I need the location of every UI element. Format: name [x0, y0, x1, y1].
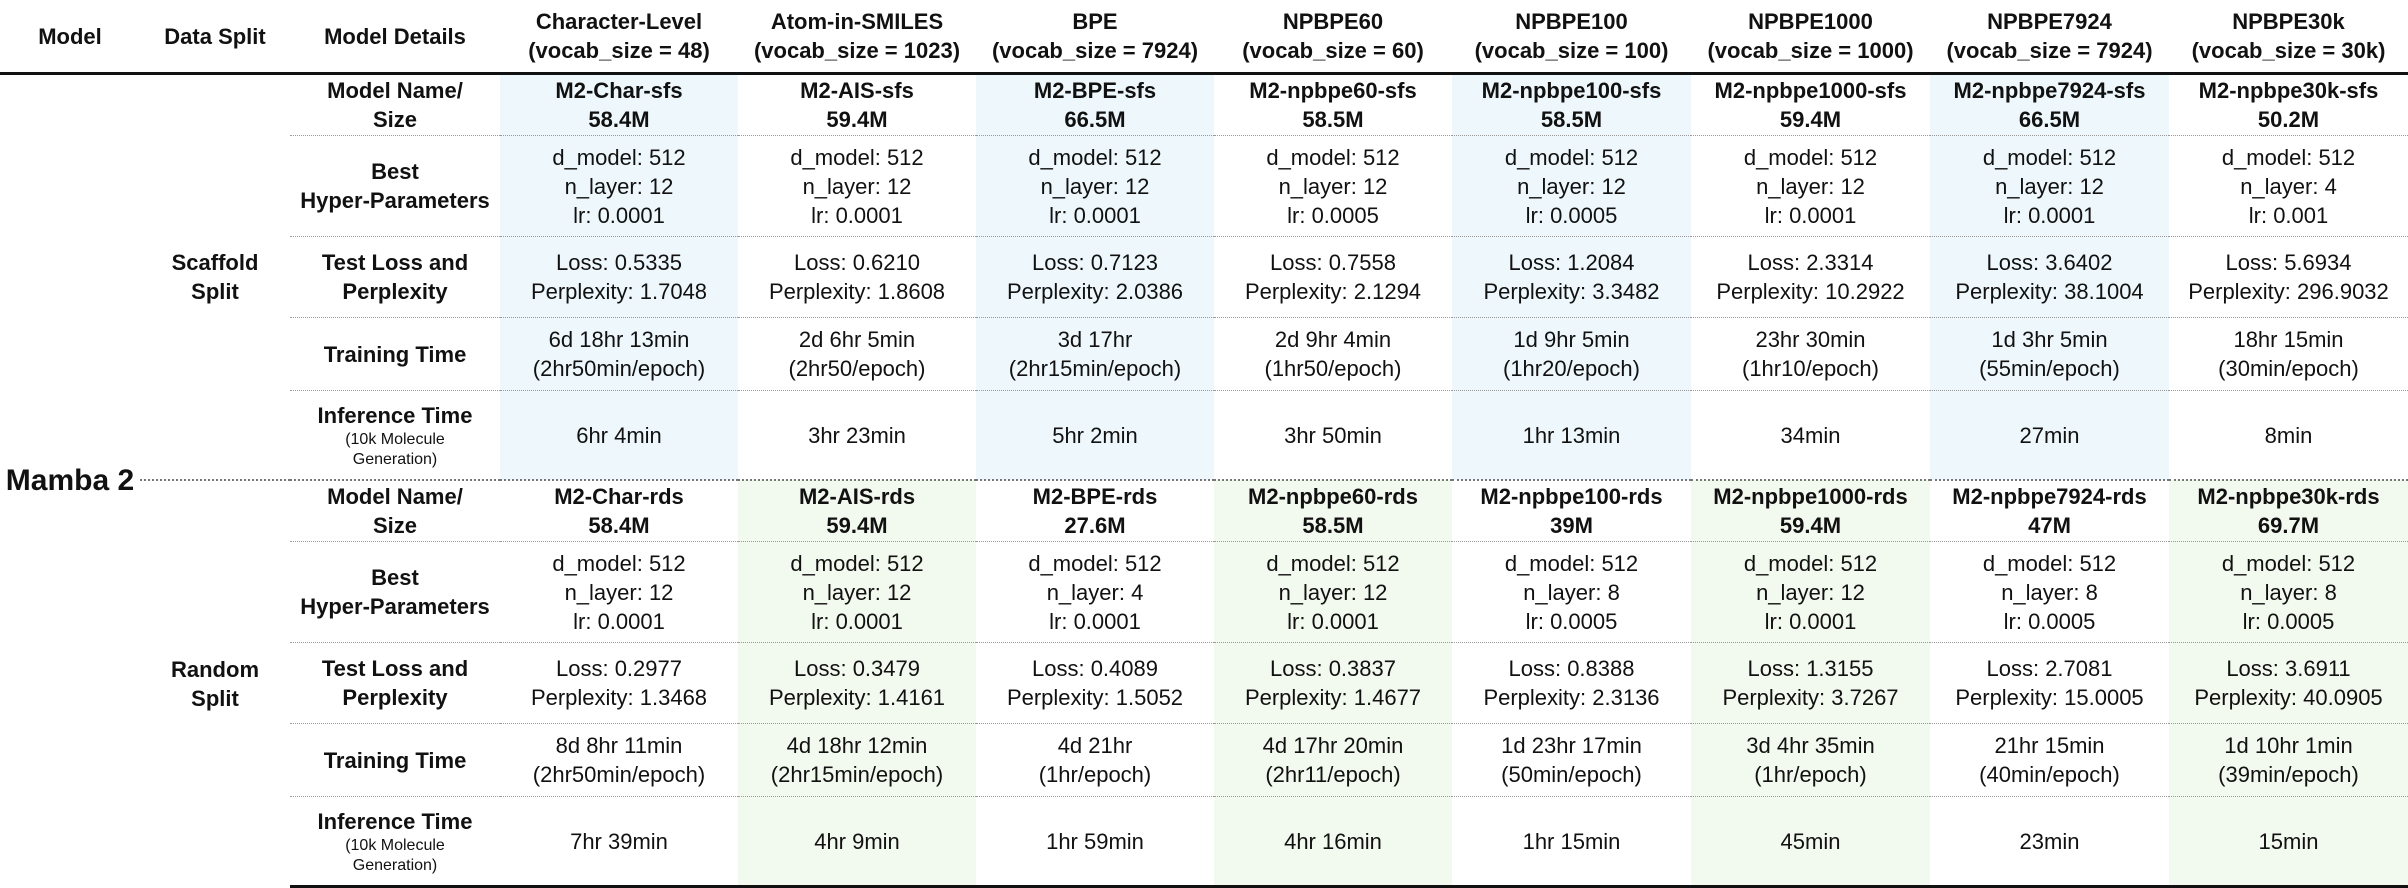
random-train-row: [0, 724, 2408, 797]
header-npbpe100: NPBPE100 (vocab_size = 100): [1452, 0, 1691, 74]
table-cell: d_model: 512 n_layer: 12 lr: 0.0001: [1214, 542, 1452, 643]
table-cell: Loss: 0.4089 Perplexity: 1.5052: [976, 643, 1214, 724]
table-cell: d_model: 512 n_layer: 12 lr: 0.0005: [1452, 136, 1691, 237]
header-npbpe7924: NPBPE7924 (vocab_size = 7924): [1930, 0, 2169, 74]
table-cell: M2-npbpe1000-rds 59.4M: [1691, 480, 1930, 542]
table-cell: 6hr 4min: [500, 391, 738, 481]
table-cell: 1hr 59min: [976, 797, 1214, 887]
table-cell: 18hr 15min (30min/epoch): [2169, 318, 2408, 391]
row-label-name-size: Model Name/ Size: [290, 480, 500, 542]
table-cell: Loss: 0.7558 Perplexity: 2.1294: [1214, 237, 1452, 318]
row-label-training-time: Training Time: [290, 724, 500, 797]
table-cell: 15min: [2169, 797, 2408, 887]
row-label-training-time: Training Time: [290, 318, 500, 391]
table-cell: Loss: 0.3479 Perplexity: 1.4161: [738, 643, 976, 724]
table-cell: d_model: 512 n_layer: 12 lr: 0.0001: [738, 542, 976, 643]
table-cell: M2-Char-rds 58.4M: [500, 480, 738, 542]
table-cell: 45min: [1691, 797, 1930, 887]
table-cell: M2-AIS-sfs 59.4M: [800, 78, 914, 132]
table-cell: 23hr 30min (1hr10/epoch): [1691, 318, 1930, 391]
row-label-inference-time: Inference Time (10k Molecule Generation): [290, 391, 500, 481]
table-cell: d_model: 512 n_layer: 12 lr: 0.0005: [1214, 136, 1452, 237]
header-char-level: Character-Level (vocab_size = 48): [500, 0, 738, 74]
table-cell: 4hr 16min: [1214, 797, 1452, 887]
table-cell: Loss: 0.7123 Perplexity: 2.0386: [976, 237, 1214, 318]
table-cell: d_model: 512 n_layer: 12 lr: 0.0001: [976, 136, 1214, 237]
row-label-loss: Test Loss and Perplexity: [290, 643, 500, 724]
table-cell: 27min: [1930, 391, 2169, 481]
table-cell: 2d 9hr 4min (1hr50/epoch): [1214, 318, 1452, 391]
table-cell: 6d 18hr 13min (2hr50min/epoch): [500, 318, 738, 391]
table-cell: Loss: 2.7081 Perplexity: 15.0005: [1930, 643, 2169, 724]
scaffold-loss-row: [0, 237, 2408, 318]
header-data-split: Data Split: [140, 0, 290, 74]
table-cell: M2-Char-sfs 58.4M: [500, 74, 738, 136]
table-cell: 1d 10hr 1min (39min/epoch): [2169, 724, 2408, 797]
table-cell: M2-npbpe7924-rds 47M: [1930, 480, 2169, 542]
header-row: [0, 0, 2408, 74]
table-cell: 1d 23hr 17min (50min/epoch): [1452, 724, 1691, 797]
header-atom-in-smiles: Atom-in-SMILES (vocab_size = 1023): [738, 0, 976, 74]
table-cell: M2-npbpe60-rds 58.5M: [1214, 480, 1452, 542]
header-npbpe1000: NPBPE1000 (vocab_size = 1000): [1691, 0, 1930, 74]
table-cell: Loss: 0.6210 Perplexity: 1.8608: [738, 237, 976, 318]
table-cell: Loss: 0.3837 Perplexity: 1.4677: [1214, 643, 1452, 724]
random-split-label: Random Split: [140, 480, 290, 887]
header-bpe: BPE (vocab_size = 7924): [976, 0, 1214, 74]
header-model: Model: [0, 0, 140, 74]
table-cell: M2-npbpe60-sfs 58.5M: [1249, 78, 1417, 132]
table-cell: Loss: 2.3314 Perplexity: 10.2922: [1691, 237, 1930, 318]
table-cell: d_model: 512 n_layer: 12 lr: 0.0001: [1930, 136, 2169, 237]
scaffold-name-size-row: [0, 74, 2408, 136]
table-cell: d_model: 512 n_layer: 12 lr: 0.0001: [500, 542, 738, 643]
row-label-name-size: Model Name/ Size: [327, 78, 463, 132]
table-cell: 4d 18hr 12min (2hr15min/epoch): [738, 724, 976, 797]
row-label-hyper-params: Best Hyper-Parameters: [290, 136, 500, 237]
random-name-size-row: [0, 480, 2408, 542]
scaffold-hyper-row: [0, 136, 2408, 237]
table-cell: M2-npbpe1000-sfs 59.4M: [1714, 78, 1907, 132]
scaffold-infer-row: [0, 391, 2408, 481]
table-cell: 34min: [1691, 391, 1930, 481]
table-cell: 3d 17hr (2hr15min/epoch): [976, 318, 1214, 391]
row-label-loss: Test Loss and Perplexity: [290, 237, 500, 318]
table-cell: 5hr 2min: [976, 391, 1214, 481]
table-cell: M2-npbpe30k-rds 69.7M: [2169, 480, 2408, 542]
header-npbpe60: NPBPE60 (vocab_size = 60): [1214, 0, 1452, 74]
table-cell: Loss: 1.3155 Perplexity: 3.7267: [1691, 643, 1930, 724]
table-cell: d_model: 512 n_layer: 4 lr: 0.001: [2169, 136, 2408, 237]
table-cell: 4d 21hr (1hr/epoch): [976, 724, 1214, 797]
table-cell: 7hr 39min: [500, 797, 738, 887]
table-cell: M2-npbpe100-rds 39M: [1452, 480, 1691, 542]
scaffold-train-row: [0, 318, 2408, 391]
table-cell: d_model: 512 n_layer: 12 lr: 0.0001: [500, 136, 738, 237]
table-cell: 8d 8hr 11min (2hr50min/epoch): [500, 724, 738, 797]
table-cell: 3hr 23min: [738, 391, 976, 481]
table-cell: d_model: 512 n_layer: 8 lr: 0.0005: [1930, 542, 2169, 643]
table-cell: 1d 3hr 5min (55min/epoch): [1930, 318, 2169, 391]
table-cell: 1hr 15min: [1452, 797, 1691, 887]
table-cell: 4d 17hr 20min (2hr11/epoch): [1214, 724, 1452, 797]
random-infer-row: [0, 797, 2408, 887]
header-npbpe30k: NPBPE30k (vocab_size = 30k): [2169, 0, 2408, 74]
table-cell: 1d 9hr 5min (1hr20/epoch): [1452, 318, 1691, 391]
table-cell: M2-BPE-sfs 66.5M: [976, 74, 1214, 136]
scaffold-split-label: Scaffold Split: [171, 250, 259, 304]
table-cell: Loss: 5.6934 Perplexity: 296.9032: [2169, 237, 2408, 318]
table-cell: 3hr 50min: [1214, 391, 1452, 481]
table-cell: d_model: 512 n_layer: 12 lr: 0.0001: [1691, 542, 1930, 643]
table-cell: M2-npbpe7924-sfs 66.5M: [1930, 74, 2169, 136]
table-cell: d_model: 512 n_layer: 12 lr: 0.0001: [738, 136, 976, 237]
table-cell: M2-npbpe100-sfs 58.5M: [1452, 74, 1691, 136]
table-cell: d_model: 512 n_layer: 8 lr: 0.0005: [1452, 542, 1691, 643]
table-cell: Loss: 1.2084 Perplexity: 3.3482: [1452, 237, 1691, 318]
table-cell: M2-AIS-rds 59.4M: [738, 480, 976, 542]
random-loss-row: [0, 643, 2408, 724]
table-cell: M2-npbpe30k-sfs 50.2M: [2198, 78, 2379, 132]
header-model-details: Model Details: [290, 0, 500, 74]
table-cell: Loss: 3.6911 Perplexity: 40.0905: [2169, 643, 2408, 724]
row-label-hyper-params: Best Hyper-Parameters: [290, 542, 500, 643]
table-cell: 21hr 15min (40min/epoch): [1930, 724, 2169, 797]
table-cell: 23min: [1930, 797, 2169, 887]
table-cell: d_model: 512 n_layer: 12 lr: 0.0001: [1691, 136, 1930, 237]
table-cell: Loss: 0.2977 Perplexity: 1.3468: [500, 643, 738, 724]
table-cell: Loss: 3.6402 Perplexity: 38.1004: [1930, 237, 2169, 318]
table-cell: M2-BPE-rds 27.6M: [976, 480, 1214, 542]
table-cell: d_model: 512 n_layer: 4 lr: 0.0001: [976, 542, 1214, 643]
table-cell: 2d 6hr 5min (2hr50/epoch): [738, 318, 976, 391]
table-cell: Loss: 0.8388 Perplexity: 2.3136: [1452, 643, 1691, 724]
random-hyper-row: [0, 542, 2408, 643]
model-label: Mamba 2: [5, 463, 135, 497]
table-cell: 4hr 9min: [738, 797, 976, 887]
row-label-inference-time: Inference Time (10k Molecule Generation): [290, 797, 500, 887]
table-cell: d_model: 512 n_layer: 8 lr: 0.0005: [2169, 542, 2408, 643]
table-cell: 1hr 13min: [1452, 391, 1691, 481]
table-cell: Loss: 0.5335 Perplexity: 1.7048: [500, 237, 738, 318]
table-cell: 8min: [2169, 391, 2408, 481]
table-cell: 3d 4hr 35min (1hr/epoch): [1691, 724, 1930, 797]
